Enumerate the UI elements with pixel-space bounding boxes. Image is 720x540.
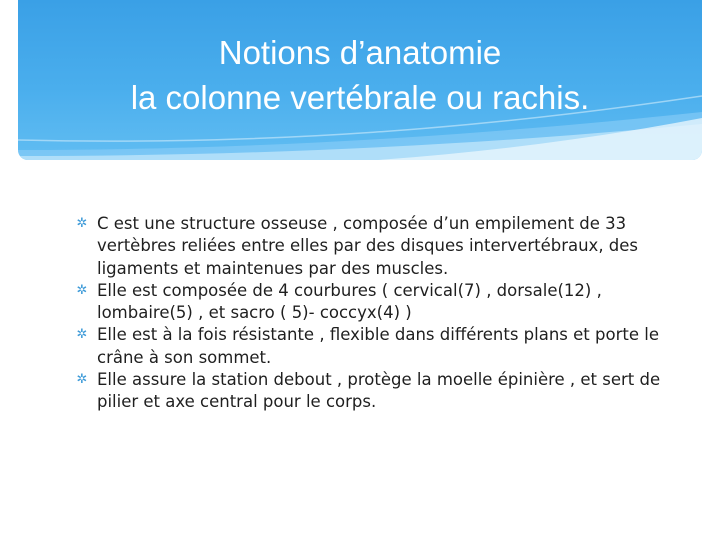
bullet-text: Elle est à la fois résistante , flexible dans différents plans et porte le crâne à son sommet. — [97, 325, 659, 367]
asterisk-icon: ✲ — [76, 216, 88, 231]
bullet-text: Elle assure la station debout , protège la moelle épinière , et sert de pilier et axe central pour le corps. — [97, 370, 661, 412]
title-line-1: Notions d’anatomie — [218, 34, 502, 71]
slide-title — [18, 30, 702, 120]
asterisk-icon: ✲ — [76, 282, 88, 298]
bullet-text: C est une structure osseuse , composée d’un empilement de 33 vertèbres reliées entre elles par des disques intervertébraux, des ligaments et maintenues par des muscles. — [97, 214, 639, 278]
bullet-item — [76, 324, 661, 369]
bullet-item — [76, 213, 661, 280]
bullet-text: Elle est composée de 4 courbures ( cervical(7) , dorsale(12) , lombaire(5) , et sacro ( 5)- coccyx(4) ) — [97, 280, 602, 323]
asterisk-icon: ✲ — [76, 372, 88, 388]
bullet-item — [76, 280, 661, 325]
bullet-item — [76, 369, 661, 414]
bullet-list — [76, 213, 661, 414]
title-line-2: la colonne vertébrale ou rachis. — [130, 79, 590, 116]
asterisk-icon: ✲ — [76, 327, 88, 343]
